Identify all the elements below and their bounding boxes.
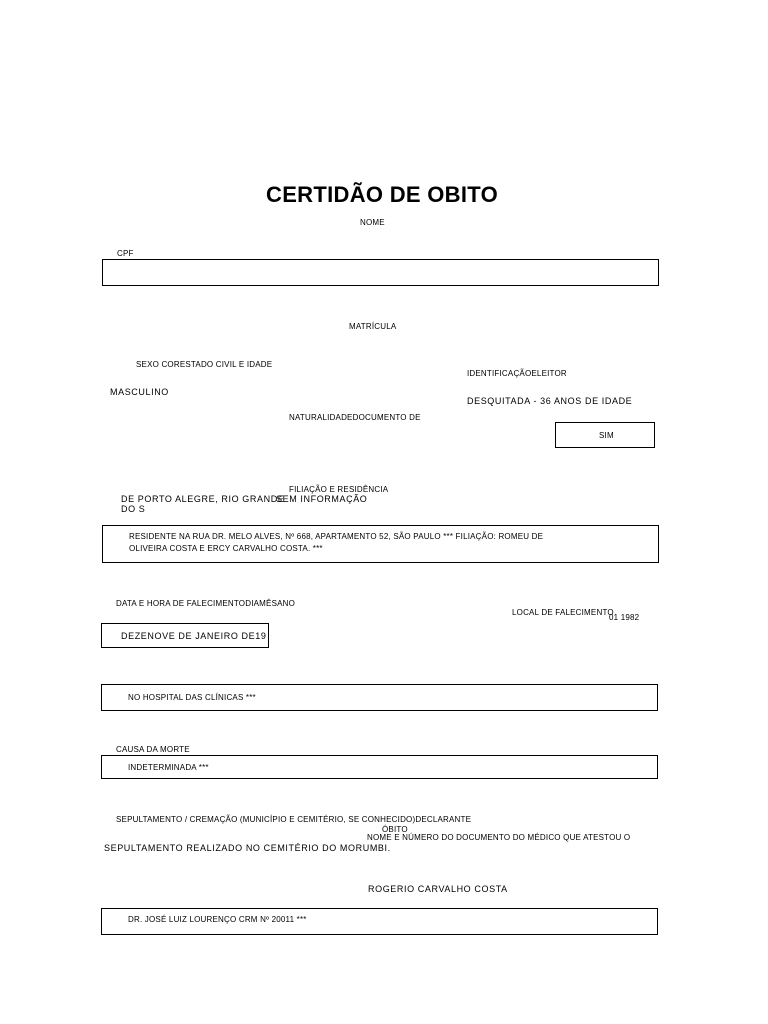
local-box[interactable] — [101, 684, 658, 711]
residencia-box[interactable] — [102, 525, 659, 563]
cpf-field[interactable] — [102, 259, 659, 286]
identificacao-eleitor-label: IDENTIFICAÇÃOELEITOR — [467, 369, 567, 378]
sexo-cor-label: SEXO CORESTADO CIVIL E IDADE — [136, 360, 273, 369]
naturalidade-value-line2: DO S — [121, 504, 146, 514]
naturalidade-value-line1: DE PORTO ALEGRE, RIO GRANDE — [121, 494, 285, 504]
medico-value: DR. JOSÉ LUIZ LOURENÇO CRM Nº 20011 *** — [128, 915, 307, 924]
matricula-label: MATRÍCULA — [349, 322, 397, 331]
sepultamento-label: SEPULTAMENTO / CREMAÇÃO (MUNICÍPIO E CEMITÉRIO, SE CONHECIDO)DECLARANTE — [116, 815, 472, 824]
eleitor-box[interactable] — [555, 422, 655, 448]
declarante-value: ROGERIO CARVALHO COSTA — [368, 884, 508, 894]
residencia-line2: OLIVEIRA COSTA E ERCY CARVALHO COSTA. *** — [129, 544, 323, 553]
obito-label: ÓBITO — [382, 825, 408, 834]
sexo-value: MASCULINO — [110, 387, 169, 397]
documento-value: SEM INFORMAÇÃO — [276, 494, 368, 504]
causa-value: INDETERMINADA *** — [128, 763, 209, 772]
sepultamento-value: SEPULTAMENTO REALIZADO NO CEMITÉRIO DO MORUMBI. — [104, 843, 391, 853]
causa-morte-label: CAUSA DA MORTE — [116, 745, 190, 754]
cpf-label: CPF — [117, 249, 134, 258]
causa-box[interactable] — [101, 755, 658, 779]
filiacao-residencia-label: FILIAÇÃO E RESIDÊNCIA — [289, 485, 389, 494]
mes-ano-value: 01 1982 — [609, 613, 640, 622]
page-title: CERTIDÃO DE OBITO — [266, 182, 499, 207]
data-falecimento-box[interactable] — [101, 623, 269, 648]
local-falecimento-label: LOCAL DE FALECIMENTO — [512, 608, 614, 617]
residencia-line1: RESIDENTE NA RUA DR. MELO ALVES, Nº 668, APARTAMENTO 52, SÃO PAULO *** FILIAÇÃO: ROMEU DE — [129, 532, 544, 541]
data-falecimento-value: DEZENOVE DE JANEIRO DE19 — [121, 631, 267, 641]
eleitor-value: SIM — [599, 431, 614, 440]
estado-civil-value: DESQUITADA - 36 ANOS DE IDADE — [467, 396, 633, 406]
nome-medico-label: NOME E NÚMERO DO DOCUMENTO DO MÉDICO QUE ATESTOU O — [367, 833, 631, 842]
local-value: NO HOSPITAL DAS CLÍNICAS *** — [128, 693, 256, 702]
nome-label: NOME — [360, 218, 385, 227]
data-hora-label: DATA E HORA DE FALECIMENTODIAMÊSANO — [116, 599, 296, 608]
medico-box[interactable] — [101, 908, 658, 935]
naturalidade-documento-label: NATURALIDADEDOCUMENTO DE — [289, 413, 421, 422]
